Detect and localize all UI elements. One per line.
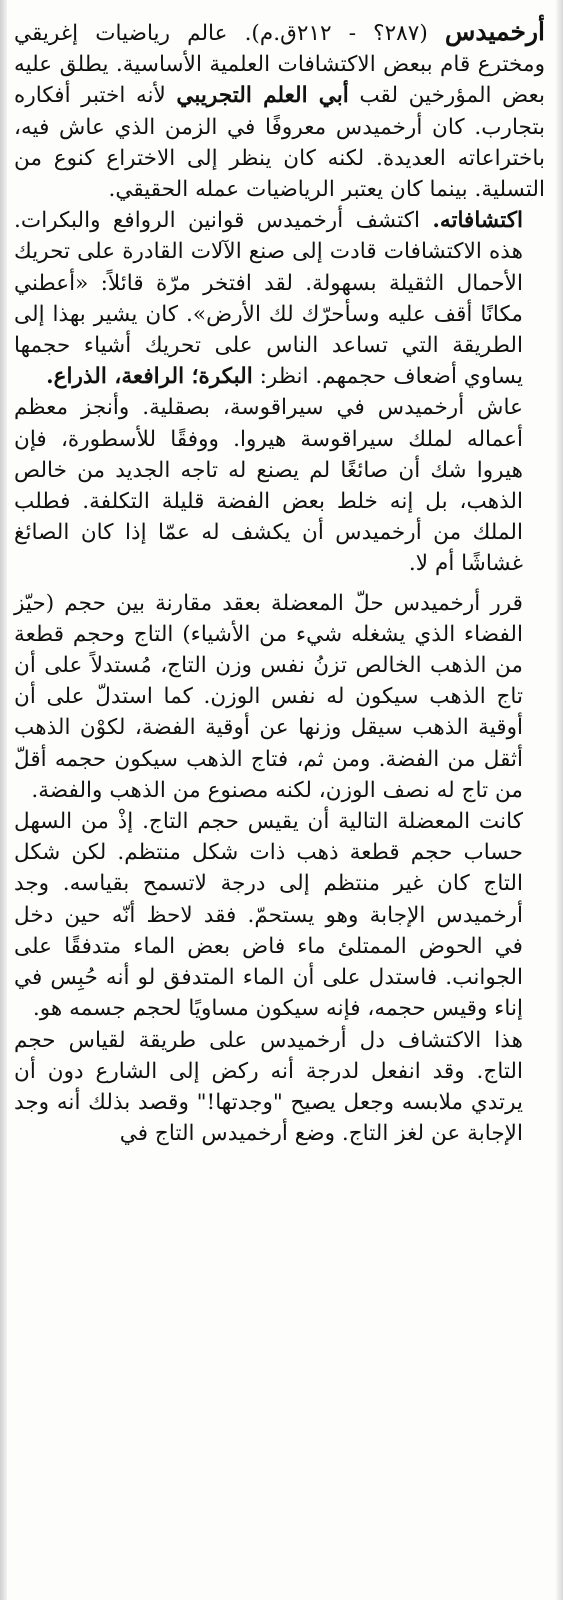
page-edge-right: [556, 0, 563, 1600]
see-also-links: البكرة؛ الرافعة، الذراع: [53, 364, 253, 390]
syracuse-paragraph: عاش أرخميدس في سيراقوسة، بصقلية. وأنجز معظم أعماله لملك سيراقوسة هيروا. ووفقًا للأسطورة، فإن هيروا شك أن صائغًا لم يصنع له تاجه الجديد من خالص الذهب، بل إنه خلط بعض الفضة قليلة التكلفة. فطلب الملك من أرخميدس أن يكشف له عمّا إذا كان الصائغ غشاشًا أم لا.: [14, 395, 523, 577]
entry-intro-paragraph: [14, 16, 545, 205]
entry-intro-text: عالم رياضيات إغريقي ومخترع قام ببعض الاكتشافات العلمية الأساسية. يطلق عليه بعض المؤرخين لقب: [14, 21, 545, 109]
volume-comparison-paragraph: قرر أرخميدس حلّ المعضلة بعقد مقارنة بين حجم (حيّز الفضاء الذي يشغله شيء من الأشياء) التاج وحجم قطعة من الذهب الخالص تزنُ نفس وزن التاج، مُستدلاً على أن تاج الذهب سيكون له نفس الوزن. كما استدلّ على أن أوقية الذهب سيقل وزنها عن أوقية الفضة، لكوْن الذهب أثقل من الفضة. ومن ثم، فتاج الذهب سيكون حجمه أقلّ من تاج له نصف الوزن، لكنه مصنوع من الذهب والفضة.: [14, 590, 523, 803]
entry-dates: (٢٨٧؟ - ٢١٢ق.م).: [244, 21, 445, 46]
discoveries-paragraph: [14, 205, 545, 392]
discoveries-text: اكتشف أرخميدس قوانين الروافع والبكرات. هذه الاكتشافات قادت إلى صنع الآلات القادرة على تحريك الأحمال الثقيلة بسهولة. لقد افتخر مرّة قائلاً: «أعطني مكانًا أقف عليه وسأحرّك لك الأرض». كان يشير بهذا إلى الطريقة التي تساعد الناس على تحريك أشياء حجمها يساوي أضعاف حجمهم. انظر:: [14, 208, 523, 390]
discoveries-end: .: [46, 364, 54, 390]
bath-discovery-paragraph: كانت المعضلة التالية أن يقيس حجم التاج. إذْ من السهل حساب حجم قطعة ذهب ذات شكل منتظم. لكن شكل التاج كان غير منتظم إلى درجة لاتسمح بقياسه. وجد أرخميدس الإجابة وهو يستحمّ. فقد لاحظ أنّه حين دخل في الحوض الممتلئ ماء فاض بعض الماء متدفقًا على الجوانب. فاستدل على أن الماء المتدفق لو أنه حُبِس في إناء وقيس حجمه، فإنه سيكون مساويًا لحجم جسمه هو.: [14, 809, 523, 1022]
discoveries-heading: اكتشافاته.: [432, 208, 523, 234]
page-edge-left: [0, 0, 7, 1600]
entry-intro-end: لأنه اختبر أفكاره بتجارب. كان أرخميدس معروفًا في الزمن الذي عاش فيه، باختراعاته العديدة. لكنه كان ينظر إلى الاختراع كنوع من التسلية. بينما كان يعتبر الرياضيات عمله الحقيقي.: [14, 83, 545, 203]
eureka-paragraph: هذا الاكتشاف دل أرخميدس على طريقة لقياس حجم التاج. وقد انفعل لدرجة أنه ركض إلى الشارع دون أن يرتدي ملابسه وجعل يصيح "وجدتها!" وقصد بذلك أنه وجد الإجابة عن لغز التاج. وضع أرخميدس التاج في: [14, 1027, 523, 1147]
entry-epithet: أبي العلم التجريبي: [176, 83, 349, 109]
entry-headword: أرخميدس: [444, 17, 545, 46]
